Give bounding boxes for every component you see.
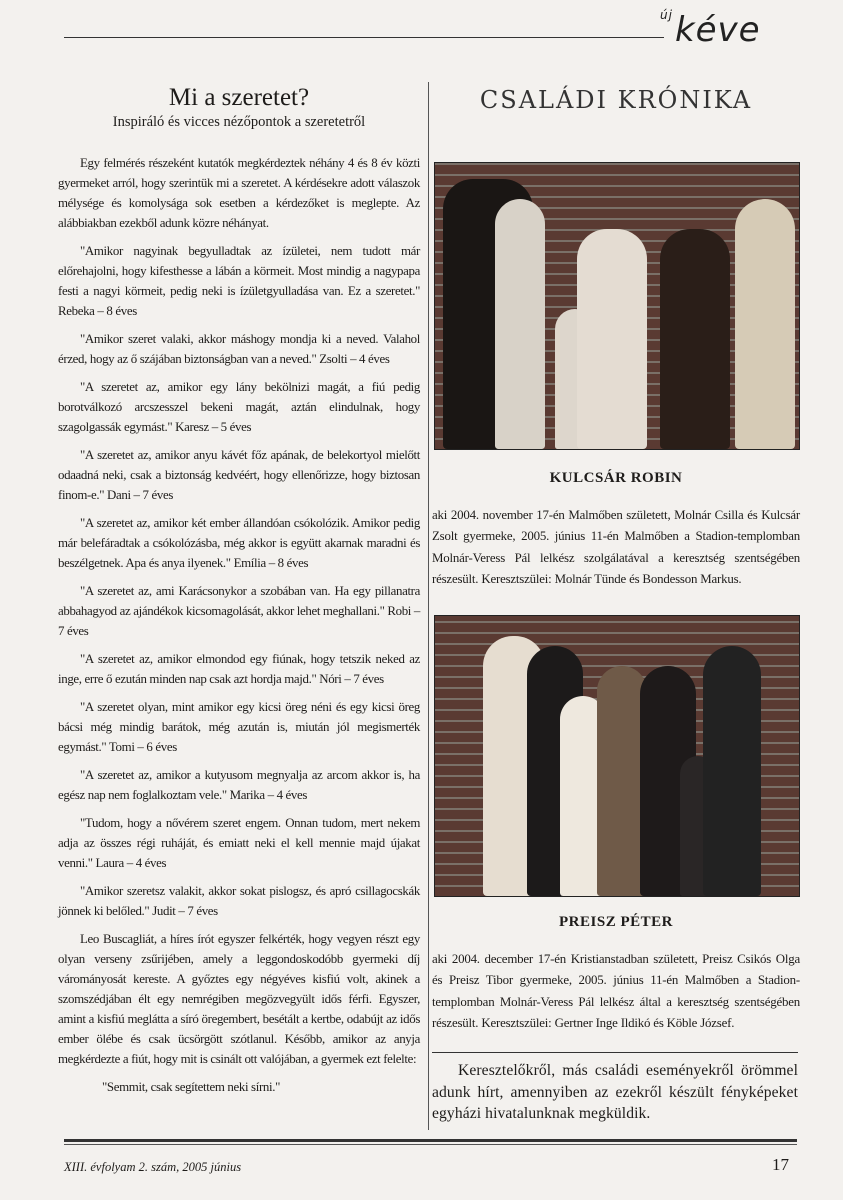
article-paragraph: "Tudom, hogy a nővérem szeret engem. Onnan tudom, mert nekem adja az összes régi ruháját, és emiatt neki el kell mennie majd újakat venni." Laura – 4 éves <box>58 816 420 870</box>
article-body <box>58 153 420 1069</box>
article-paragraph: "A szeretet az, amikor anyu kávét főz apának, de belekortyol mielőtt odaadná neki, csak a biztonság kedvéért, hogy ellenőrizze, hogy biztosan finom-e." Dani – 7 éves <box>58 448 420 502</box>
article-paragraph: "A szeretet az, amikor egy lány bekölnizi magát, a fiú pedig borotválkozó arcszesszel bekeni magát, aztán elindulnak, hogy szagolgassák egymást." Karesz – 5 éves <box>58 380 420 434</box>
article-paragraph: "A szeretet olyan, mint amikor egy kicsi öreg néni és egy kicsi öreg bácsi még mindig barátok, még azután is, miután jól megismerték egymást." Tomi – 6 éves <box>58 700 420 754</box>
logo-text: kéve <box>674 10 761 50</box>
note-rule <box>432 1052 798 1053</box>
article-title: Mi a szeretet? <box>168 84 310 111</box>
caption-kulcsar <box>432 470 800 591</box>
logo-small: új <box>660 8 673 22</box>
article-column <box>58 82 420 1097</box>
article-paragraph: "Amikor nagyinak begyulladtak az ízületei, nem tudott már előrehajolni, hogy kifesthesse a lábán a körmeit. Most mindig a nagypapa festi a nagyi körmeit, pedig neki is ízületgyulladása van. Ez a szeretet." Rebeka – 8 éves <box>58 244 420 318</box>
photo-kulcsar-baptism <box>434 162 800 450</box>
article-paragraph: "A szeretet az, amikor a kutyusom megnyalja az arcom akkor is, ha egész nap nem foglalkoztam vele." Marika – 4 éves <box>58 768 420 802</box>
article-paragraph: Leo Buscagliát, a híres írót egyszer felkérték, hogy vegyen részt egy olyan verseny zsűrijében, amely a leggondoskodóbb gyermeki díj várományosát kereste. A győztes egy négyéves kisfiú volt, akinek a szomszédjában élt egy nemrégiben megözvegyült idős férfi. Egyszer, amint a kisfiú meglátta a síró öregembert, besétált a kertbe, odabújt az idős ember ölébe és csak ücsörgött szótlanul. Később, amikor az anyja megkérdezte a fiút, hogy mit is csinált ott valójában, a gyermek ezt felelte: <box>58 932 420 1066</box>
magazine-logo <box>660 10 761 50</box>
footer-rule-thin <box>64 1144 797 1145</box>
article-paragraph: Egy felmérés részeként kutatók megkérdeztek néhány 4 és 8 év közti gyermeket arról, hogy szerintük mi a szeretet. A kérdésekre adott válaszok mélysége és komolysága sok esetben a kérdezőket is meglepte. Az alábbiakban ezekből adunk közre néhányat. <box>58 156 420 230</box>
page-number: 17 <box>772 1155 789 1174</box>
chronicle-title: CSALÁDI KRÓNIKA <box>479 86 753 114</box>
header-rule <box>64 37 664 38</box>
footer-rule <box>64 1139 797 1142</box>
photo-preisz-baptism <box>434 615 800 897</box>
chronicle-note: Keresztelőkről, más családi eseményekről örömmel adunk hírt, amennyiben az ezekről készült fényképeket egyházi hivatalunknak megküldik. <box>432 1062 798 1122</box>
child-description: aki 2004. december 17-én Kristianstadban született, Preisz Csikós Olga és Preisz Tibor gyermeke, 2005. június 11-én Malmőben a Stadion-templomban Molnár-Veress Pál lelkész által a keresztség szentségében részesült. Keresztszülei: Gertner Inge Ildikó és Köble József. <box>432 952 800 1031</box>
article-paragraph: "A szeretet az, amikor két ember állandóan csókolózik. Amikor pedig már belefáradtak a csókolózásba, még akkor is együtt akarnak maradni és beszélgetnek. Apa és anya ilyenek." Emília – 8 éves <box>58 516 420 570</box>
article-paragraph: "Amikor szeret valaki, akkor máshogy mondja ki a neved. Valahol érzed, hogy az ő szájában biztonságban van a neved." Zsolti – 4 éves <box>58 332 420 366</box>
article-paragraph: "Amikor szeretsz valakit, akkor sokat pislogsz, és apró csillagocskák jönnek ki belőled." Judit – 7 éves <box>58 884 420 918</box>
article-subtitle: Inspiráló és vicces nézőpontok a szeretetről <box>112 114 366 130</box>
column-divider <box>428 82 429 1130</box>
caption-preisz <box>432 914 800 1035</box>
child-name: PREISZ PÉTER <box>559 914 673 930</box>
chronicle-column <box>432 82 800 1031</box>
article-paragraph: "A szeretet az, amikor elmondod egy fiúnak, hogy tetszik neked az inge, erre ő ezután minden nap csak azt hordja majd." Nóri – 7 éves <box>58 652 420 686</box>
article-paragraph: "A szeretet az, ami Karácsonykor a szobában van. Ha egy pillanatra abbahagyod az ajándékok kicsomagolását, akkor lehet meghallani." Robi – 7 éves <box>58 584 420 638</box>
child-description: aki 2004. november 17-én Malmőben született, Molnár Csilla és Kulcsár Zsolt gyermeke, 2005. június 11-én Malmőben a Stadion-templomban Molnár-Veress Pál lelkész szolgálatával a keresztség szentségében részesült. Keresztszülei: Molnár Tünde és Bondesson Markus. <box>432 508 800 587</box>
closing-quote: "Semmit, csak segítettem neki sírni." <box>102 1080 281 1094</box>
issue-info: XIII. évfolyam 2. szám, 2005 június <box>64 1160 242 1174</box>
child-name: KULCSÁR ROBIN <box>549 470 683 486</box>
